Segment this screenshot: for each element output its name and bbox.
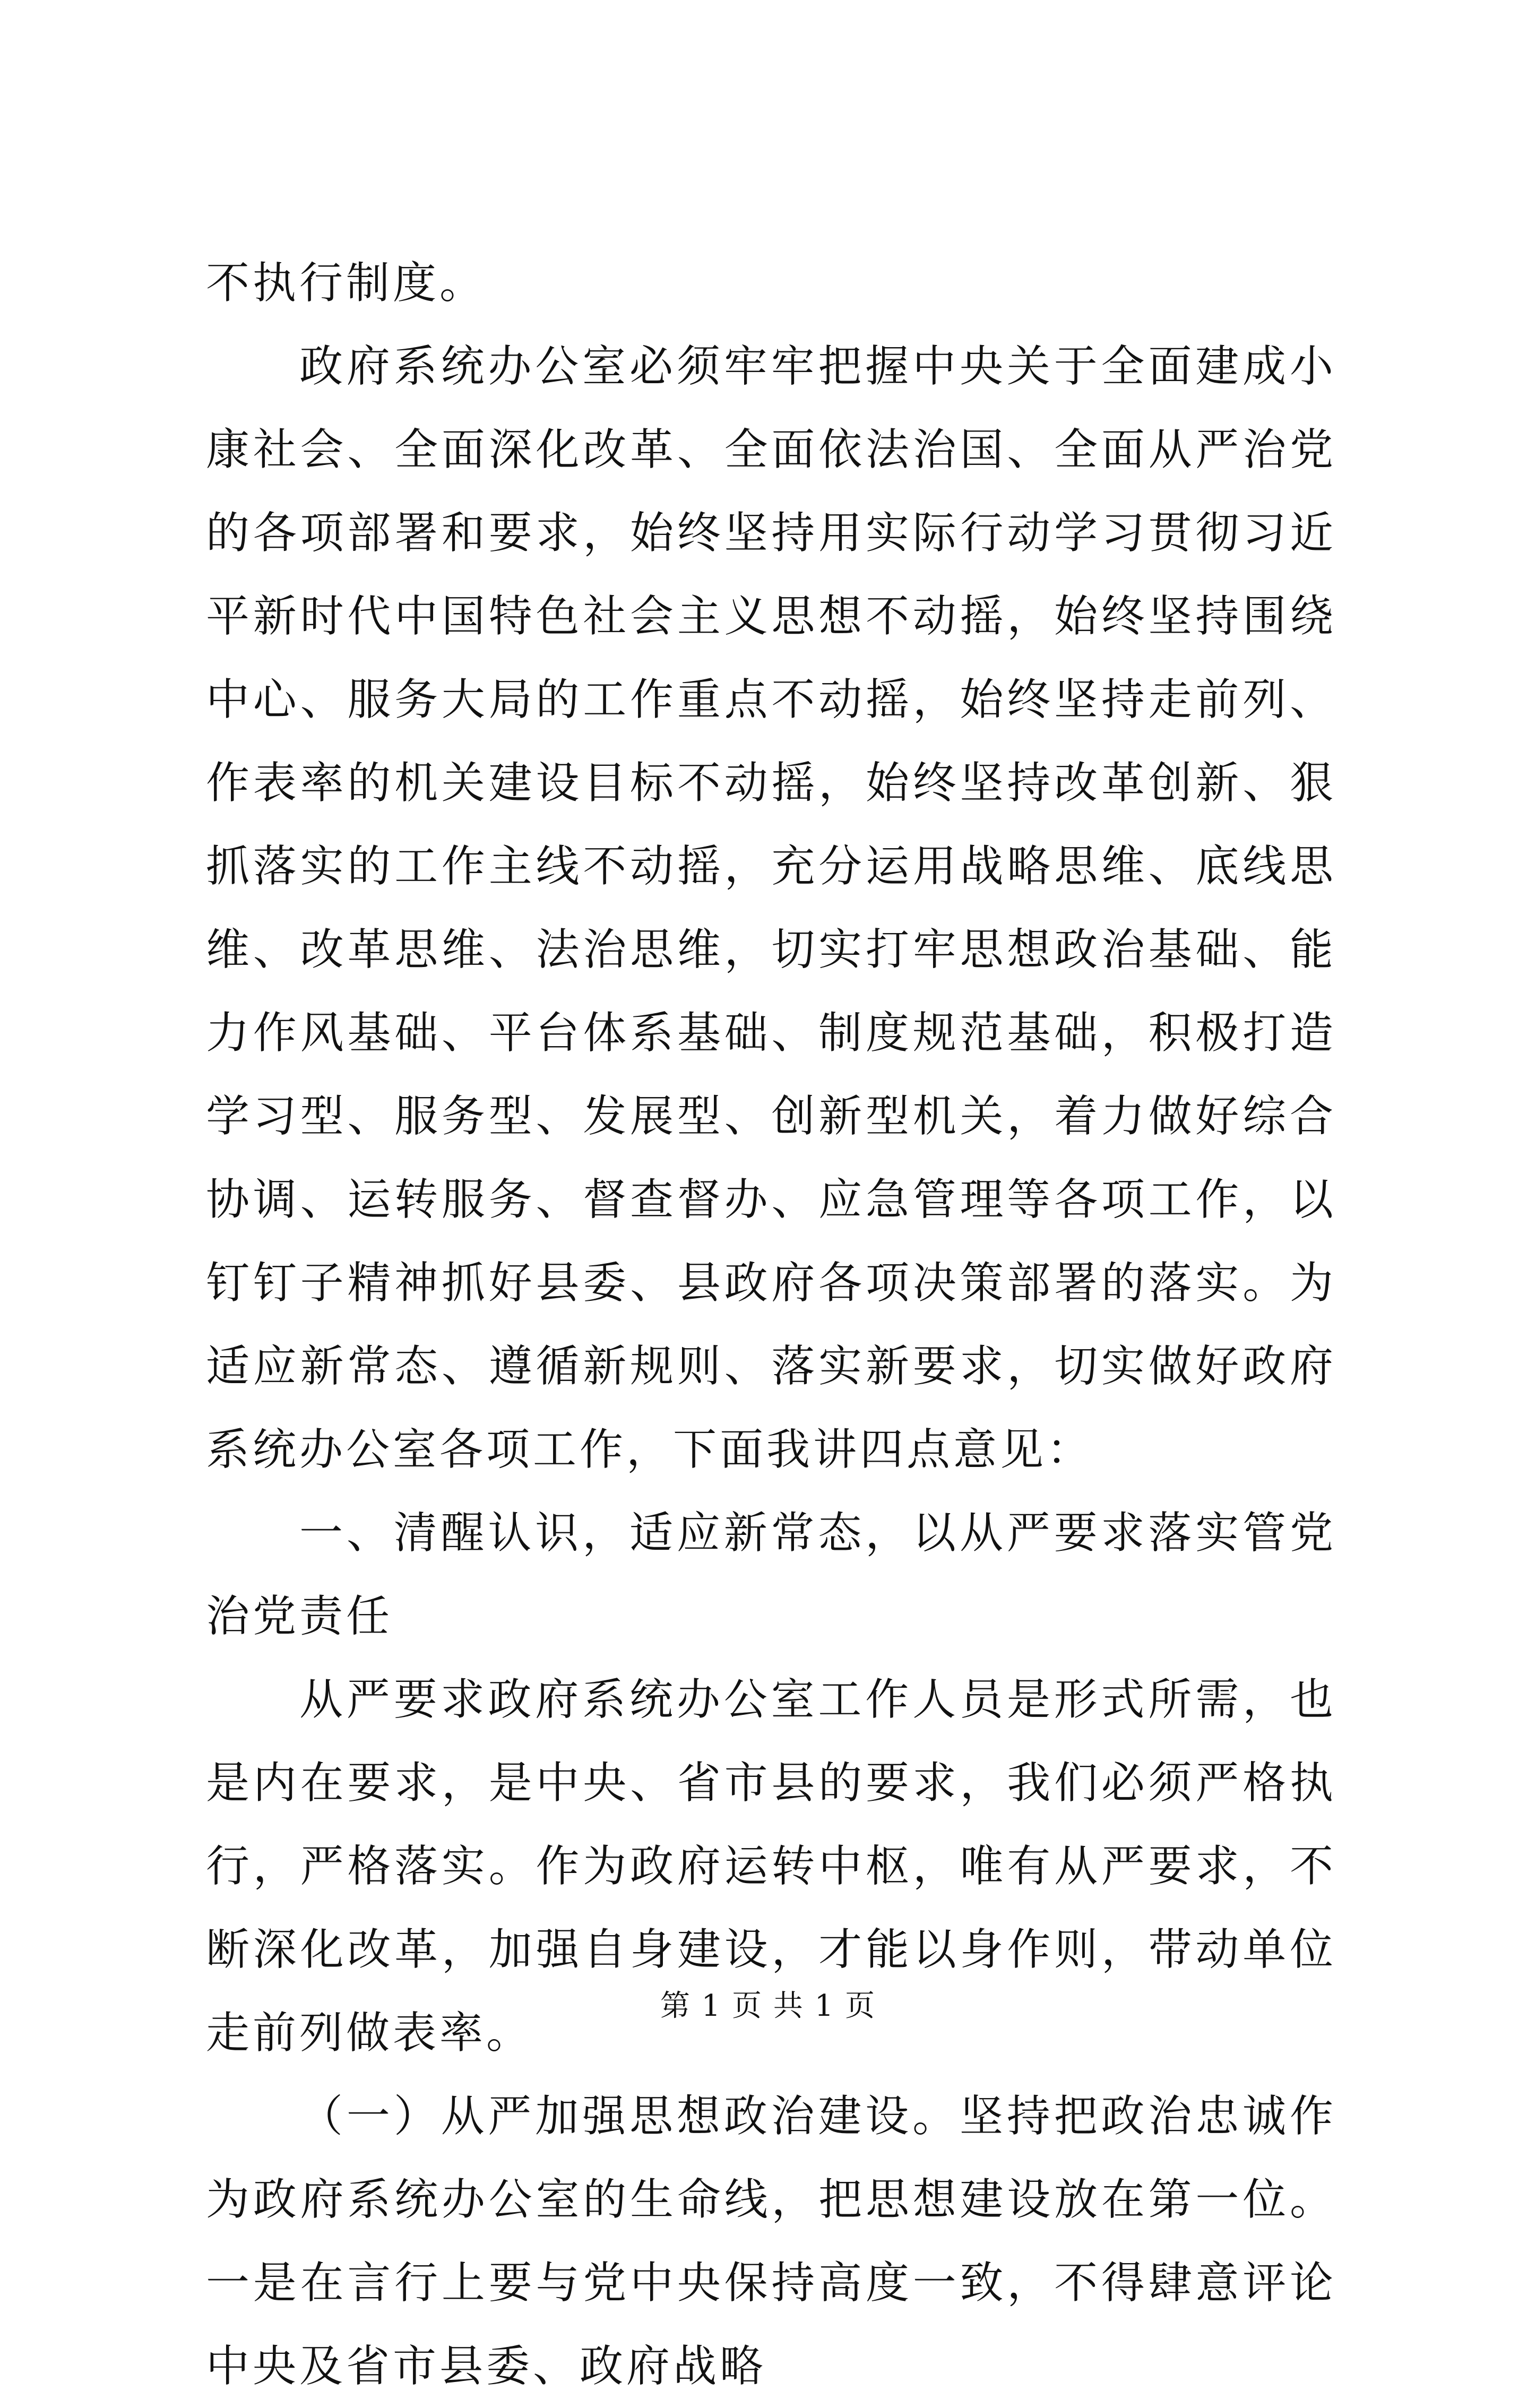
document-body	[206, 241, 1336, 2408]
page-footer: 第 1 页 共 1 页	[660, 1989, 876, 2023]
paragraph-continuation: 不执行制度。	[206, 258, 487, 308]
paragraph-political-building: （一）从严加强思想政治建设。坚持把政治忠诚作为政府系统办公室的生命线，把思想建设放在第一位。一是在言行上要与党中央保持高度一致，不得肆意评论中央及省市县委、政府战略	[206, 2091, 1336, 2392]
paragraph-intro: 政府系统办公室必须牢牢把握中央关于全面建成小康社会、全面深化改革、全面依法治国、全面从严治党的各项部署和要求，始终坚持用实际行动学习贯彻习近平新时代中国特色社会主义思想不动摇，始终坚持围绕中心、服务大局的工作重点不动摇，始终坚持走前列、作表率的机关建设目标不动摇，始终坚持改革创新、狠抓落实的工作主线不动摇，充分运用战略思维、底线思维、改革思维、法治思维，切实打牢思想政治基础、能力作风基础、平台体系基础、制度规范基础，积极打造学习型、服务型、发展型、创新型机关，着力做好综合协调、运转服务、督查督办、应急管理等各项工作，以钉钉子精神抓好县委、县政府各项决策部署的落实。为适应新常态、遵循新规则、落实新要求，切实做好政府系统办公室各项工作，下面我讲四点意见：	[206, 341, 1336, 1475]
paragraph-strict-requirements: 从严要求政府系统办公室工作人员是形式所需，也是内在要求，是中央、省市县的要求，我们必须严格执行，严格落实。作为政府运转中枢，唯有从严要求，不断深化改革，加强自身建设，才能以身作则，带动单位走前列做表率。	[206, 1675, 1336, 2058]
section-heading: 一、清醒认识，适应新常态，以从严要求落实管党治党责任	[206, 1508, 1336, 1642]
